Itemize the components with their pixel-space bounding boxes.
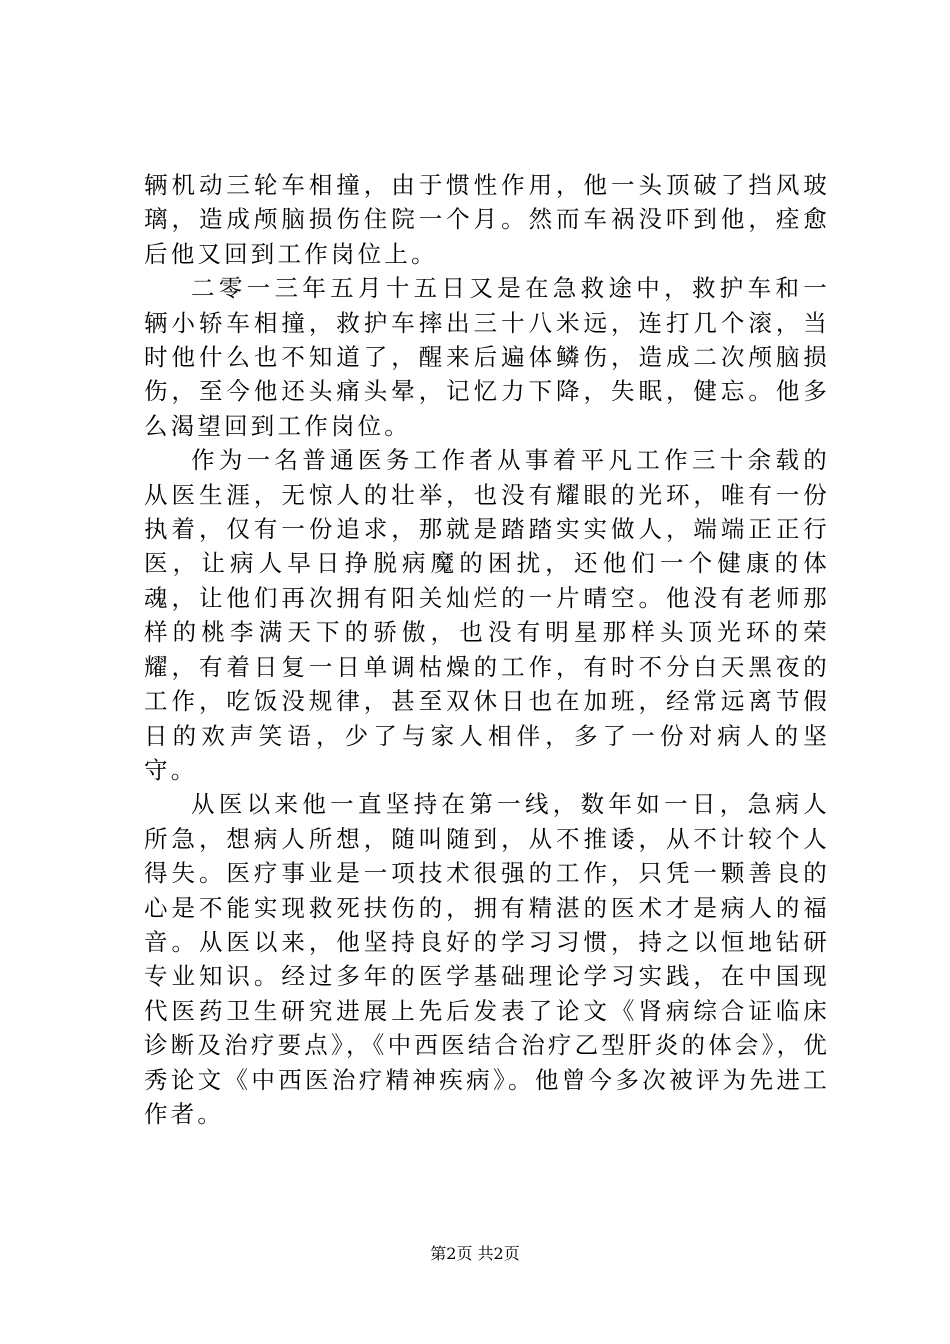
paragraph-2: 二零一三年五月十五日又是在急救途中，救护车和一辆小轿车相撞，救护车摔出三十八米远，连打几个滚，当时他什么也不知道了，醒来后遍体鳞伤，造成二次颅脑损伤，至今他还头痛头晕，记忆力下降，失眠，健忘。他多么渴望回到工作岗位。 bbox=[144, 274, 830, 440]
paragraph-3: 作为一名普通医务工作者从事着平凡工作三十余载的从医生涯，无惊人的壮举，也没有耀眼的光环，唯有一份执着，仅有一份追求，那就是踏踏实实做人，端端正正行医，让病人早日挣脱病魔的困扰，还他们一个健康的体魂，让他们再次拥有阳关灿烂的一片晴空。他没有老师那样的桃李满天下的骄傲，也没有明星那样头顶光环的荣耀，有着日复一日单调枯燥的工作，有时不分白天黑夜的工作，吃饭没规律，甚至双休日也在加班，经常远离节假日的欢声笑语，少了与家人相伴，多了一份对病人的坚守。 bbox=[144, 446, 830, 784]
document-body bbox=[144, 168, 830, 1131]
paragraph-4: 从医以来他一直坚持在第一线，数年如一日，急病人所急，想病人所想，随叫随到，从不推诿，从不计较个人得失。医疗事业是一项技术很强的工作，只凭一颗善良的心是不能实现救死扶伤的，拥有精湛的医术才是病人的福音。从医以来，他坚持良好的学习习惯，持之以恒地钻研专业知识。经过多年的医学基础理论学习实践，在中国现代医药卫生研究进展上先后发表了论文《肾病综合证临床诊断及治疗要点》，《中西医结合治疗乙型肝炎的体会》，优秀论文《中西医治疗精神疾病》。他曾今多次被评为先进工作者。 bbox=[144, 790, 830, 1128]
page-footer: 第2页 共2页 bbox=[430, 1244, 520, 1263]
paragraph-1: 辆机动三轮车相撞，由于惯性作用，他一头顶破了挡风玻璃，造成颅脑损伤住院一个月。然而车祸没吓到他，痊愈后他又回到工作岗位上。 bbox=[144, 171, 830, 268]
